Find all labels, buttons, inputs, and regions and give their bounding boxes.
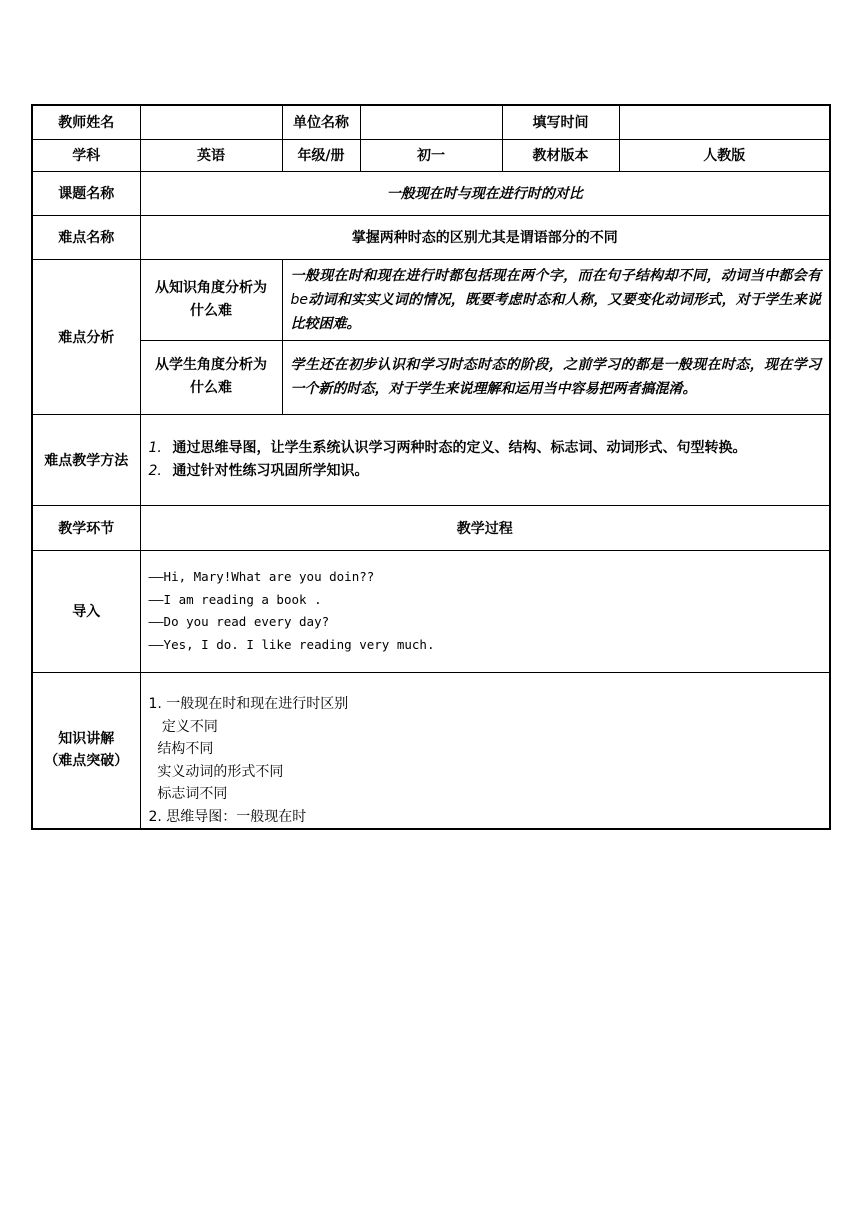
lesson-plan-grid bbox=[31, 104, 831, 830]
knowledge-angle-text bbox=[282, 259, 830, 340]
knowledge-content bbox=[140, 672, 830, 829]
knowledge-line: 定义不同 bbox=[148, 718, 218, 735]
knowledge-angle-label: 从知识角度分析为什么难 bbox=[140, 259, 282, 340]
student-angle-text: 学生还在初步认识和学习时态时态的阶段，之前学习的都是一般现在时态，现在学习一个新的时态，对于学生来说理解和运用当中容易把两者搞混淆。 bbox=[282, 340, 830, 414]
knowledge-text-part-1: 一般现在时和现在进行时都包括现在两个字，而在句子结构却不同，动词当中都会有 bbox=[290, 267, 821, 284]
list-item bbox=[149, 437, 830, 460]
knowledge-line: 2. 思维导图：一般现在时 bbox=[148, 808, 307, 825]
dialogue-line: ——Yes, I do. I like reading very much. bbox=[148, 636, 435, 652]
teacher-name-label: 教师姓名 bbox=[32, 105, 140, 139]
lesson-plan-table bbox=[31, 104, 829, 830]
list-item-number: 2. bbox=[148, 462, 162, 479]
header-row-1 bbox=[32, 105, 830, 139]
student-angle-label: 从学生角度分析为什么难 bbox=[140, 340, 282, 414]
difficulty-value: 掌握两种时态的区别尤其是谓语部分的不同 bbox=[140, 215, 830, 259]
unit-name-label: 单位名称 bbox=[282, 105, 360, 139]
dialogue-line: ——Do you read every day? bbox=[148, 614, 330, 629]
list-item bbox=[149, 460, 830, 483]
method-row bbox=[32, 414, 830, 505]
dialogue-line: ——I am reading a book . bbox=[148, 591, 322, 607]
knowledge-label-line-1: 知识讲解 bbox=[58, 731, 115, 748]
edition-label: 教材版本 bbox=[502, 139, 619, 171]
topic-label: 课题名称 bbox=[32, 171, 140, 215]
analysis-label: 难点分析 bbox=[32, 259, 140, 414]
knowledge-line: 结构不同 bbox=[148, 741, 214, 757]
topic-value: 一般现在时与现在进行时的对比 bbox=[140, 171, 830, 215]
knowledge-label bbox=[32, 672, 140, 829]
dialogue-line: ——Hi, Mary!What are you doin?? bbox=[148, 569, 375, 584]
topic-row bbox=[32, 171, 830, 215]
unit-name-value[interactable] bbox=[360, 105, 502, 139]
knowledge-text-part-2: 动词和实实义词的情况，既要考虑时态和人称，又要变化动词形式，对于学生来说比较困难。 bbox=[290, 291, 821, 332]
header-row-2 bbox=[32, 139, 830, 171]
analysis-knowledge-row bbox=[32, 259, 830, 340]
method-list bbox=[140, 414, 830, 505]
subject-value: 英语 bbox=[140, 139, 282, 171]
edition-value: 人教版 bbox=[619, 139, 830, 171]
process-section-value: 教学过程 bbox=[140, 505, 830, 550]
knowledge-line: 标志词不同 bbox=[148, 786, 228, 802]
grade-label: 年级/册 bbox=[282, 139, 360, 171]
subject-label: 学科 bbox=[32, 139, 140, 171]
knowledge-row bbox=[32, 672, 830, 829]
knowledge-line: 1. 一般现在时和现在进行时区别 bbox=[148, 696, 349, 712]
intro-row bbox=[32, 550, 830, 672]
grade-value: 初一 bbox=[360, 139, 502, 171]
teacher-name-value[interactable] bbox=[140, 105, 282, 139]
list-item-text: 通过思维导图，让学生系统认识学习两种时态的定义、结构、标志词、动词形式、句型转换。 bbox=[172, 440, 747, 456]
list-item-number: 1. bbox=[148, 440, 162, 456]
method-label: 难点教学方法 bbox=[32, 414, 140, 505]
fill-time-label: 填写时间 bbox=[502, 105, 619, 139]
process-header-row bbox=[32, 505, 830, 550]
fill-time-value[interactable] bbox=[619, 105, 830, 139]
intro-label: 导入 bbox=[32, 550, 140, 672]
knowledge-line: 实义动词的形式不同 bbox=[148, 763, 284, 780]
difficulty-label: 难点名称 bbox=[32, 215, 140, 259]
analysis-student-row bbox=[32, 340, 830, 414]
process-section-label: 教学环节 bbox=[32, 505, 140, 550]
difficulty-row bbox=[32, 215, 830, 259]
knowledge-label-line-2: （难点突破） bbox=[44, 753, 129, 770]
list-item-text: 通过针对性练习巩固所学知识。 bbox=[172, 462, 369, 479]
knowledge-text-be: be bbox=[290, 291, 308, 308]
intro-dialogue bbox=[140, 550, 830, 672]
